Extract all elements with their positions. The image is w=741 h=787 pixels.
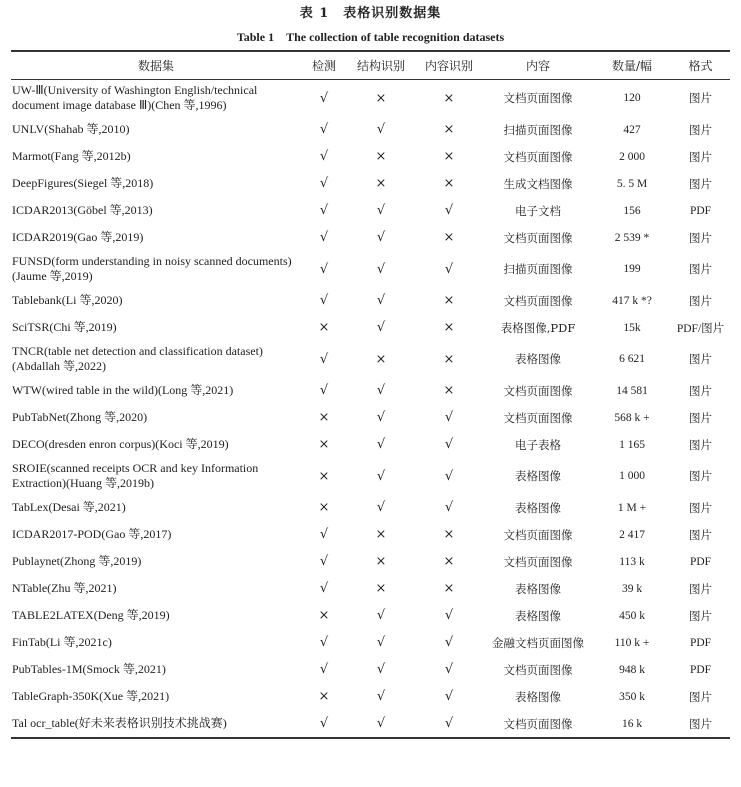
table-row (11, 116, 730, 143)
structure-recognition-mark: × (375, 90, 387, 106)
detection-mark: √ (319, 90, 329, 106)
structure-recognition-mark: × (375, 149, 387, 164)
image-count: 948 k (619, 663, 645, 676)
content-recognition-mark: × (443, 90, 455, 106)
content-type: 文档页面图像 (503, 149, 573, 164)
image-count: 417 k *? (612, 294, 652, 307)
content-type: 扫描页面图像 (503, 262, 573, 276)
detection-mark: × (318, 437, 330, 452)
content-type: 表格图像 (515, 469, 561, 483)
detection-mark: × (318, 468, 330, 484)
structure-recognition-mark: √ (376, 383, 386, 398)
table-row (11, 656, 730, 683)
structure-recognition-mark: √ (376, 437, 386, 452)
content-recognition-mark: √ (444, 261, 454, 277)
dataset-name: PubTables-1M(Smock 等,2021) (12, 662, 166, 676)
image-count: 113 k (619, 555, 645, 568)
table-caption-english: Table 1 The collection of table recognition datasets (236, 30, 505, 44)
table-row (11, 287, 730, 314)
format: 图片 (689, 124, 712, 137)
table-row (11, 602, 730, 629)
dataset-name: Tal ocr_table(好未来表格识别技术挑战赛) (12, 716, 227, 730)
dataset-name: UNLV(Shahab 等,2010) (12, 122, 130, 136)
detection-mark: √ (319, 383, 329, 398)
structure-recognition-mark: √ (376, 635, 386, 650)
detection-mark: √ (319, 230, 329, 245)
format: 图片 (689, 412, 712, 425)
structure-recognition-mark: × (375, 581, 387, 596)
format: 图片 (689, 264, 712, 276)
header-detection: 检测 (301, 51, 347, 80)
content-type: 扫描页面图像 (503, 122, 573, 137)
detection-mark: √ (319, 662, 329, 677)
dataset-name: TableGraph-350K(Xue 等,2021) (12, 689, 170, 703)
structure-recognition-mark: √ (376, 293, 386, 308)
image-count: 2 539 * (614, 231, 650, 244)
dataset-name: TNCR(table net detection and classification dataset)(Abdallah 等,2022) (12, 344, 263, 373)
content-type: 文档页面图像 (503, 410, 573, 425)
content-recognition-mark: √ (444, 468, 454, 484)
structure-recognition-mark: √ (376, 662, 386, 677)
format: PDF (689, 636, 712, 649)
dataset-name: TABLE2LATEX(Deng 等,2019) (12, 608, 170, 622)
content-type: 电子文档 (515, 203, 561, 218)
header-content-recognition: 内容识别 (415, 51, 483, 80)
detection-mark: √ (319, 527, 329, 542)
content-type: 表格图像 (515, 689, 561, 704)
detection-mark: √ (319, 261, 329, 277)
structure-recognition-mark: √ (376, 230, 386, 245)
dataset-name: FinTab(Li 等,2021c) (12, 635, 112, 649)
format: 图片 (689, 385, 712, 398)
format: 图片 (689, 718, 712, 731)
image-count: 568 k + (614, 411, 650, 424)
structure-recognition-mark: √ (376, 716, 386, 731)
content-type: 表格图像 (515, 581, 561, 596)
dataset-name: Tablebank(Li 等,2020) (12, 293, 123, 307)
datasets-table (11, 50, 730, 739)
structure-recognition-mark: √ (376, 689, 386, 704)
content-type: 文档页面图像 (503, 527, 573, 542)
content-type: 文档页面图像 (503, 716, 573, 731)
content-recognition-mark: × (443, 122, 455, 137)
image-count: 39 k (621, 582, 643, 595)
table-row (11, 404, 730, 431)
content-recognition-mark: × (443, 581, 455, 596)
format: 图片 (689, 691, 712, 704)
table-row (11, 548, 730, 575)
format: 图片 (689, 354, 712, 366)
format: 图片 (689, 232, 712, 245)
content-recognition-mark: × (443, 554, 455, 569)
image-count: 427 (623, 123, 641, 136)
dataset-name: ICDAR2017-POD(Gao 等,2017) (12, 527, 172, 541)
content-type: 金融文档页面图像 (492, 635, 584, 650)
image-count: 6 621 (619, 353, 645, 365)
detection-mark: × (318, 320, 330, 335)
dataset-name: PubTabNet(Zhong 等,2020) (12, 410, 148, 424)
image-count: 350 k (619, 690, 645, 703)
image-count: 450 k (619, 609, 645, 622)
image-count: 15k (623, 321, 641, 334)
detection-mark: √ (319, 581, 329, 596)
header-dataset: 数据集 (11, 51, 301, 80)
header-format: 格式 (671, 51, 730, 80)
content-recognition-mark: × (443, 351, 455, 367)
structure-recognition-mark: × (375, 351, 387, 367)
content-recognition-mark: √ (444, 662, 454, 677)
detection-mark: × (318, 689, 330, 704)
format: 图片 (689, 502, 712, 515)
image-count: 14 581 (616, 384, 648, 397)
content-type: 表格图像 (515, 500, 561, 515)
content-type: 文档页面图像 (503, 91, 573, 105)
content-type: 文档页面图像 (503, 662, 573, 677)
content-recognition-mark: √ (444, 608, 454, 623)
format: PDF (689, 663, 712, 676)
table-row (11, 431, 730, 458)
detection-mark: √ (319, 176, 329, 191)
structure-recognition-mark: × (375, 527, 387, 542)
content-recognition-mark: √ (444, 203, 454, 218)
table-row (11, 251, 730, 287)
table-row (11, 458, 730, 494)
detection-mark: √ (319, 203, 329, 218)
structure-recognition-mark: √ (376, 410, 386, 425)
detection-mark: √ (319, 351, 329, 367)
image-count: 156 (623, 204, 641, 217)
table-row (11, 197, 730, 224)
header-row (11, 51, 730, 80)
dataset-name: TabLex(Desai 等,2021) (12, 500, 126, 514)
structure-recognition-mark: √ (376, 203, 386, 218)
dataset-name: Marmot(Fang 等,2012b) (12, 149, 131, 163)
structure-recognition-mark: √ (376, 468, 386, 484)
dataset-name: ICDAR2019(Gao 等,2019) (12, 230, 144, 244)
table-caption-chinese: 表 1 表格识别数据集 (299, 6, 442, 21)
format: 图片 (689, 178, 712, 191)
content-recognition-mark: √ (444, 635, 454, 650)
table-row (11, 521, 730, 548)
image-count: 16 k (621, 717, 643, 730)
structure-recognition-mark: × (375, 176, 387, 191)
format: 图片 (689, 439, 712, 452)
table-row (11, 377, 730, 404)
header-count: 数量/幅 (593, 51, 671, 80)
detection-mark: √ (319, 635, 329, 650)
dataset-name: WTW(wired table in the wild)(Long 等,2021) (12, 383, 234, 397)
structure-recognition-mark: √ (376, 261, 386, 277)
detection-mark: × (318, 608, 330, 623)
image-count: 1 M + (617, 501, 647, 514)
format: 图片 (689, 93, 712, 105)
format: PDF (689, 204, 712, 217)
structure-recognition-mark: √ (376, 500, 386, 515)
table-row (11, 143, 730, 170)
detection-mark: × (318, 410, 330, 425)
content-type: 表格图像,PDF (500, 320, 576, 335)
image-count: 2 000 (619, 150, 645, 163)
content-recognition-mark: × (443, 149, 455, 164)
content-recognition-mark: × (443, 293, 455, 308)
content-type: 文档页面图像 (503, 293, 573, 308)
image-count: 199 (623, 263, 641, 275)
content-type: 文档页面图像 (503, 230, 573, 245)
content-recognition-mark: √ (444, 500, 454, 515)
table-row (11, 80, 730, 117)
content-recognition-mark: × (443, 230, 455, 245)
header-structure-recognition: 结构识别 (347, 51, 415, 80)
table-row (11, 341, 730, 377)
format: 图片 (689, 295, 712, 308)
image-count: 1 165 (619, 438, 645, 451)
format: PDF (689, 555, 712, 568)
content-recognition-mark: × (443, 527, 455, 542)
dataset-name: ICDAR2013(Göbel 等,2013) (12, 203, 153, 217)
structure-recognition-mark: √ (376, 122, 386, 137)
image-count: 2 417 (619, 528, 645, 541)
table-row (11, 629, 730, 656)
content-type: 生成文档图像 (503, 176, 573, 191)
table-row (11, 494, 730, 521)
content-recognition-mark: √ (444, 437, 454, 452)
table-row (11, 314, 730, 341)
table-row (11, 224, 730, 251)
format: 图片 (689, 610, 712, 623)
table-row (11, 575, 730, 602)
table-row (11, 710, 730, 738)
content-type: 表格图像 (515, 608, 561, 623)
format: 图片 (689, 471, 712, 483)
detection-mark: √ (319, 716, 329, 731)
detection-mark: √ (319, 122, 329, 137)
structure-recognition-mark: √ (376, 320, 386, 335)
header-content: 内容 (483, 51, 593, 80)
dataset-name: UW-Ⅲ(University of Washington English/technical document image database Ⅲ)(Chen 等,1996) (12, 83, 258, 112)
image-count: 120 (623, 92, 641, 104)
table-row (11, 170, 730, 197)
content-recognition-mark: × (443, 176, 455, 191)
detection-mark: √ (319, 149, 329, 164)
format: PDF/图片 (676, 322, 725, 335)
structure-recognition-mark: × (375, 554, 387, 569)
dataset-name: SROIE(scanned receipts OCR and key Information Extraction)(Huang 等,2019b) (12, 461, 259, 490)
content-type: 文档页面图像 (503, 383, 573, 398)
content-type: 文档页面图像 (503, 554, 573, 569)
structure-recognition-mark: √ (376, 608, 386, 623)
image-count: 110 k + (614, 636, 650, 649)
image-count: 1 000 (619, 470, 645, 482)
dataset-name: FUNSD(form understanding in noisy scanned documents)(Jaume 等,2019) (12, 254, 292, 283)
table-row (11, 683, 730, 710)
format: 图片 (689, 529, 712, 542)
format: 图片 (689, 151, 712, 164)
content-recognition-mark: × (443, 383, 455, 398)
dataset-name: SciTSR(Chi 等,2019) (12, 320, 117, 334)
dataset-name: NTable(Zhu 等,2021) (12, 581, 117, 595)
dataset-name: Publaynet(Zhong 等,2019) (12, 554, 142, 568)
content-recognition-mark: × (443, 320, 455, 335)
dataset-name: DECO(dresden enron corpus)(Koci 等,2019) (12, 437, 229, 451)
detection-mark: × (318, 500, 330, 515)
dataset-name: DeepFigures(Siegel 等,2018) (12, 176, 154, 190)
content-recognition-mark: √ (444, 689, 454, 704)
content-recognition-mark: √ (444, 716, 454, 731)
format: 图片 (689, 583, 712, 596)
content-type: 电子表格 (515, 437, 561, 452)
detection-mark: √ (319, 293, 329, 308)
image-count: 5. 5 M (616, 177, 648, 190)
content-type: 表格图像 (515, 352, 561, 366)
content-recognition-mark: √ (444, 410, 454, 425)
detection-mark: √ (319, 554, 329, 569)
